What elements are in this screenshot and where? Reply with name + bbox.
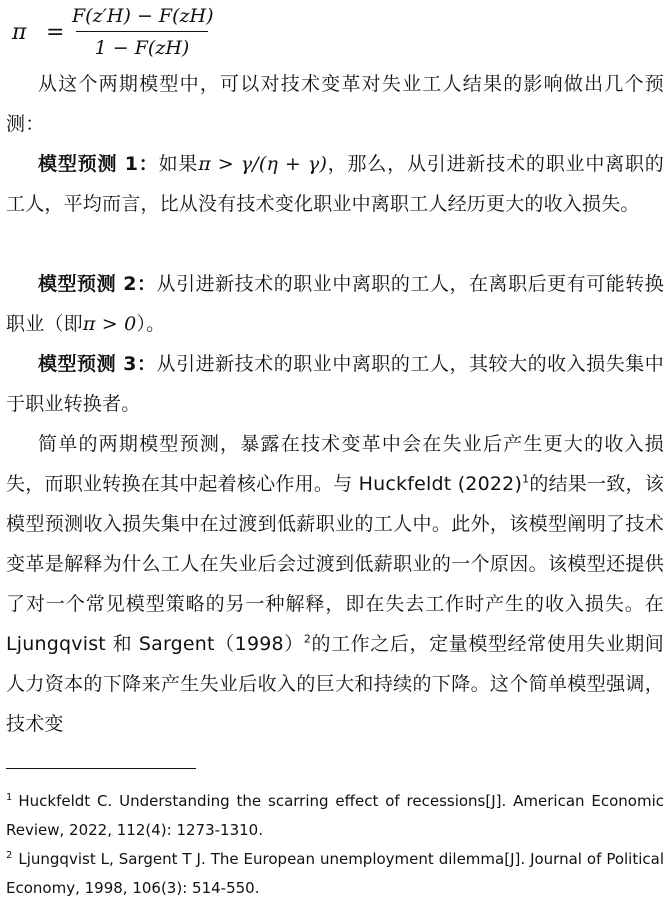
- fraction-bar: [76, 31, 208, 32]
- paragraph-discussion: [6, 424, 664, 744]
- footnote-2: [6, 845, 664, 903]
- formula-lhs: π: [12, 20, 27, 45]
- paragraph-prediction-1: [6, 144, 664, 224]
- footnote-divider: [6, 768, 196, 769]
- prediction-1-text-a: 如果: [158, 153, 199, 175]
- footnote-ref-1[interactable]: 1: [522, 472, 530, 486]
- paragraph-intro-text: 从这个两期模型中，可以对技术变革对失业工人结果的影响做出几个预测：: [6, 73, 664, 135]
- formula: [8, 2, 248, 64]
- prediction-1-text-b: ，那么，从引进新技术的职业中离职的工人，平均而言，比从没有技术变化职业中离职工人经历更大的收入损失。: [6, 153, 664, 215]
- footnote-2-mark: 2: [6, 850, 13, 861]
- paragraph-prediction-2: [6, 264, 664, 344]
- prediction-1-math: π > γ/(η + γ): [198, 153, 328, 175]
- formula-equals: =: [46, 20, 65, 45]
- footnote-1: [6, 787, 664, 845]
- discussion-text-a: 简单的两期模型预测，暴露在技术变革中会在失业后产生更大的收入损失，而职业转换在其中起着核心作用。与 Huckfeldt (2022): [6, 433, 664, 495]
- prediction-1-label: 模型预测 1：: [38, 153, 159, 175]
- prediction-3-label: 模型预测 3：: [38, 353, 157, 375]
- paragraph-prediction-3: [6, 344, 664, 424]
- discussion-text-c: 的工作之后，定量模型经常使用失业期间人力资本的下降来产生失业后收入的巨大和持续的下降。这个简单模型强调，技术变: [6, 633, 664, 735]
- footnote-1-text: Huckfeldt C. Understanding the scarring effect of recessions[J]. American Economic Review, 2022, 112(4): 1273-1310.: [6, 792, 664, 839]
- footnote-2-text: Ljungqvist L, Sargent T J. The European unemployment dilemma[J]. Journal of Political Economy, 1998, 106(3): 514-550.: [6, 850, 664, 897]
- prediction-2-text-b: ）。: [136, 313, 166, 335]
- formula-numerator: F(z′H) − F(zH): [72, 5, 214, 27]
- formula-fraction: [72, 2, 212, 61]
- prediction-2-label: 模型预测 2：: [38, 273, 157, 295]
- paragraph-intro: [6, 64, 664, 144]
- discussion-text-b: 的结果一致，该模型预测收入损失集中在过渡到低薪职业的工人中。此外，该模型阐明了技术变革是解释为什么工人在失业后会过渡到低薪职业的一个原因。该模型还提供了对一个常见模型策略的另一种解释，即在失去工作时产生的收入损失。在 Ljungqvist 和 Sargent（1998）: [6, 473, 664, 655]
- prediction-3-text: 从引进新技术的职业中离职的工人，其较大的收入损失集中于职业转换者。: [6, 353, 664, 415]
- footnote-ref-2[interactable]: 2: [303, 632, 312, 646]
- formula-denominator: 1 − F(zH): [94, 37, 190, 59]
- footnote-1-mark: 1: [6, 792, 13, 803]
- prediction-2-math: π > 0: [82, 313, 137, 335]
- prediction-2-text-a: 从引进新技术的职业中离职的工人，在离职后更有可能转换职业（即: [6, 273, 664, 335]
